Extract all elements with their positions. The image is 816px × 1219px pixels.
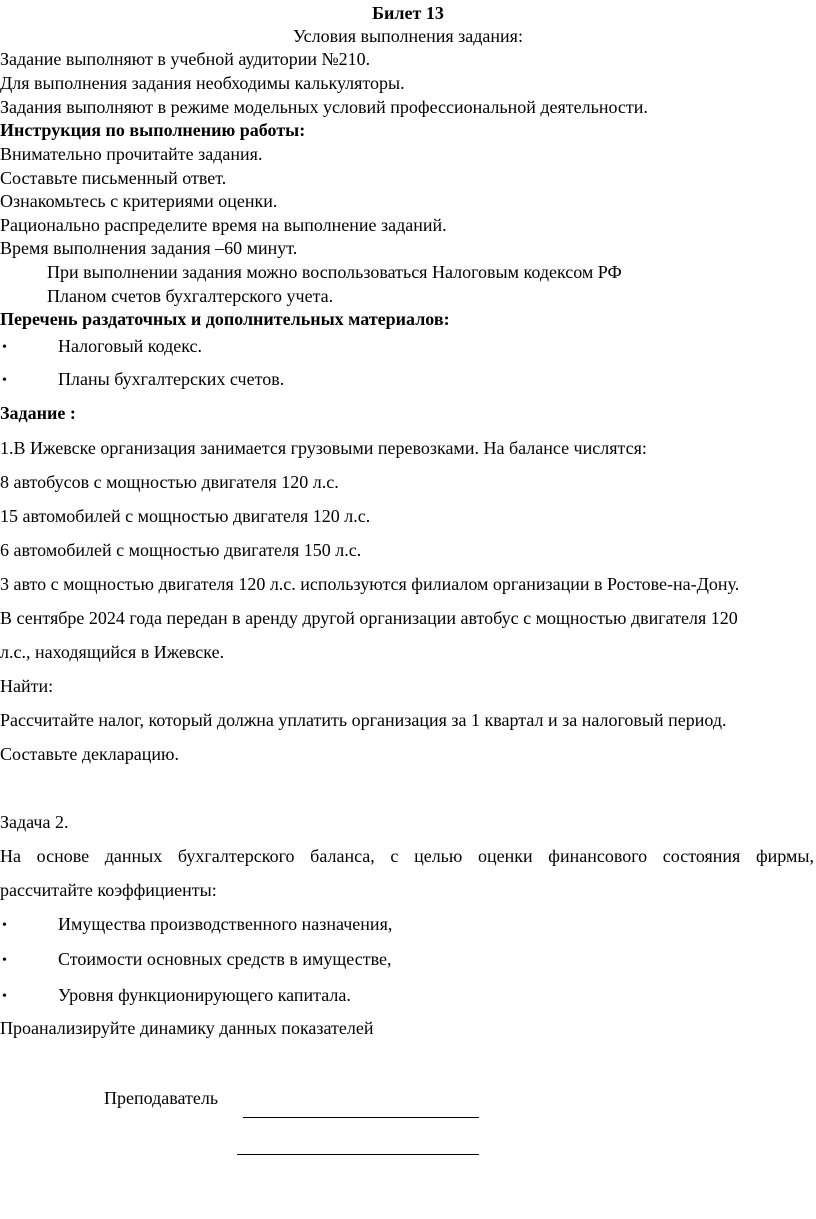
task1-line: 15 автомобилей с мощностью двигателя 120 л.с. xyxy=(0,506,371,526)
bullet-icon: • xyxy=(2,373,7,388)
task2-conclusion: Проанализируйте динамику данных показателей xyxy=(0,1018,374,1038)
material-item: Планы бухгалтерских счетов. xyxy=(58,369,285,389)
task1-line: 3 авто с мощностью двигателя 120 л.с. используются филиалом организации в Ростове-на-Дону. xyxy=(0,574,740,594)
condition-line: Для выполнения задания необходимы калькуляторы. xyxy=(0,73,405,93)
page-title: Билет 13 xyxy=(372,3,444,23)
task2-heading: Задача 2. xyxy=(0,812,69,832)
task1-line: 8 автобусов с мощностью двигателя 120 л.с. xyxy=(0,472,339,492)
task1-line: Рассчитайте налог, который должна уплатить организация за 1 квартал и за налоговый период. xyxy=(0,710,727,730)
signature-line xyxy=(243,1117,479,1118)
name-line xyxy=(237,1154,479,1155)
task1-line: В сентябре 2024 года передан в аренду другой организации автобус с мощностью двигателя 120 xyxy=(0,608,738,628)
instruction-line: Составьте письменный ответ. xyxy=(0,168,227,188)
task1-line: Составьте декларацию. xyxy=(0,744,179,764)
bullet-icon: • xyxy=(2,918,7,933)
instruction-line: Рационально распределите время на выполнение заданий. xyxy=(0,215,447,235)
task1-line: 1.В Ижевске организация занимается грузовыми перевозками. На балансе числятся: xyxy=(0,438,647,458)
task2-intro: рассчитайте коэффициенты: xyxy=(0,880,217,900)
instruction-line: Внимательно прочитайте задания. xyxy=(0,144,263,164)
task1-line: 6 автомобилей с мощностью двигателя 150 л.с. xyxy=(0,540,362,560)
task1-heading: Задание : xyxy=(0,403,76,423)
task2-item: Стоимости основных средств в имуществе, xyxy=(58,949,392,969)
task2-item: Уровня функционирующего капитала. xyxy=(58,985,351,1005)
task2-item: Имущества производственного назначения, xyxy=(58,914,393,934)
material-item: Налоговый кодекс. xyxy=(58,336,203,356)
materials-heading: Перечень раздаточных и дополнительных материалов: xyxy=(0,309,450,329)
task2-intro: На основе данных бухгалтерского баланса, с целью оценки финансового состояния фирмы, xyxy=(0,846,814,866)
instruction-line: Время выполнения задания –60 минут. xyxy=(0,238,298,258)
condition-line: Задание выполняют в учебной аудитории №210. xyxy=(0,49,371,69)
task1-line: л.с., находящийся в Ижевске. xyxy=(0,642,225,662)
bullet-icon: • xyxy=(2,953,7,968)
resource-line: Планом счетов бухгалтерского учета. xyxy=(47,286,334,306)
condition-line: Задания выполняют в режиме модельных условий профессиональной деятельности. xyxy=(0,97,648,117)
instructions-heading: Инструкция по выполнению работы: xyxy=(0,120,306,140)
bullet-icon: • xyxy=(2,989,7,1004)
task1-line: Найти: xyxy=(0,676,54,696)
resource-line: При выполнении задания можно воспользоваться Налоговым кодексом РФ xyxy=(47,262,622,282)
teacher-label: Преподаватель xyxy=(104,1088,219,1108)
conditions-heading: Условия выполнения задания: xyxy=(293,26,523,46)
bullet-icon: • xyxy=(2,340,7,355)
instruction-line: Ознакомьтесь с критериями оценки. xyxy=(0,191,278,211)
